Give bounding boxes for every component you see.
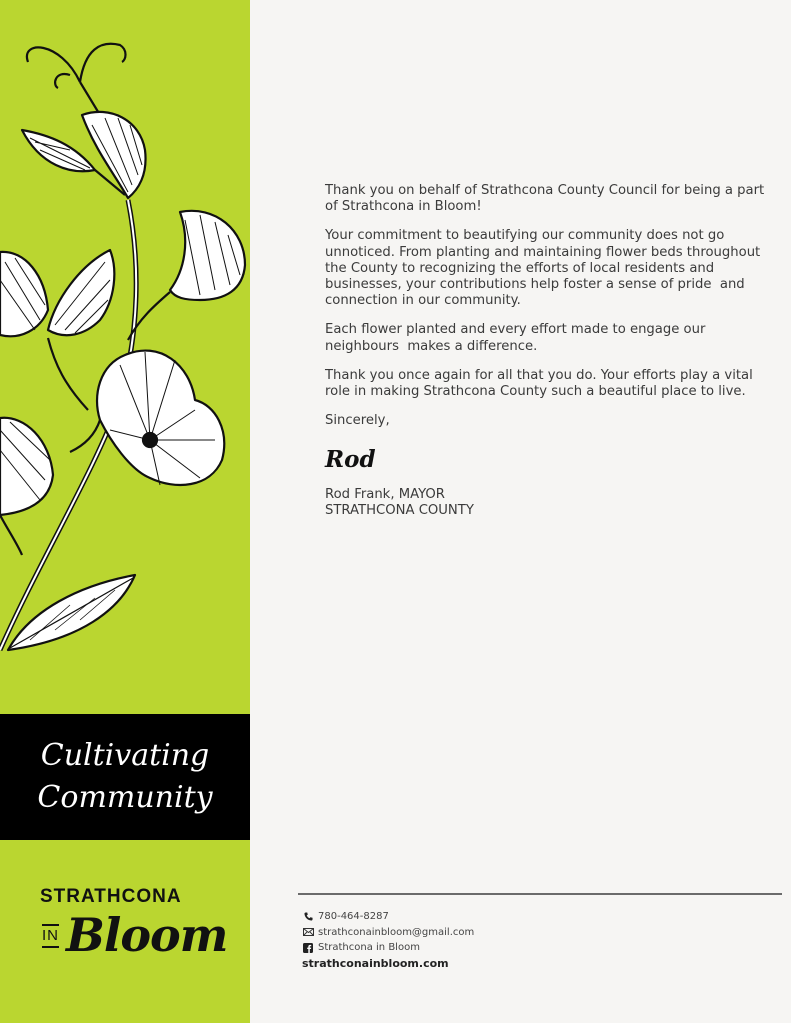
email-address: strathconainbloom@gmail.com bbox=[318, 926, 475, 938]
phone-number: 780-464-8287 bbox=[318, 911, 389, 923]
flower-lower-left bbox=[0, 418, 53, 515]
logo-bloom: Bloom bbox=[66, 908, 228, 962]
letter-closing: Sincerely, bbox=[325, 413, 390, 429]
contact-email[interactable] bbox=[302, 925, 474, 941]
sweet-pea-illustration bbox=[0, 0, 250, 712]
facebook-page: Strathcona in Bloom bbox=[318, 942, 420, 954]
envelope-icon bbox=[302, 928, 314, 936]
contact-info bbox=[302, 909, 474, 970]
footer-divider bbox=[298, 893, 782, 895]
facebook-icon bbox=[302, 943, 314, 953]
logo-in: IN bbox=[42, 924, 59, 948]
letter-body bbox=[325, 183, 769, 519]
letter-paragraph: Thank you on behalf of Strathcona County Council for being a part of Strathcona in Bloom! bbox=[325, 183, 769, 215]
letter-paragraph: Thank you once again for all that you do. Your efforts play a vital role in making Strathcona County such a beautiful place to live. bbox=[325, 367, 757, 400]
phone-icon bbox=[302, 912, 314, 921]
tagline-banner bbox=[0, 714, 250, 840]
flower-center bbox=[97, 351, 224, 485]
strathcona-in-bloom-logo bbox=[40, 886, 240, 976]
signature: Rod bbox=[325, 446, 376, 474]
sidebar bbox=[0, 0, 250, 1023]
tagline-line-2: Community bbox=[37, 780, 213, 815]
logo-strathcona: STRATHCONA bbox=[40, 886, 182, 907]
website-link[interactable]: strathconainbloom.com bbox=[302, 956, 449, 970]
letter-paragraph: Each flower planted and every effort made to engage our neighbours makes a difference. bbox=[325, 322, 710, 354]
letter-paragraph: Your commitment to beautifying our community does not go unnoticed. From planting and maintaining flower beds throughout the County to recognizing the efforts of local residents and businesses, your contributions help foster a sense of pride and connection in our community. bbox=[325, 228, 765, 309]
signer-organization: STRATHCONA COUNTY bbox=[325, 503, 474, 519]
contact-facebook[interactable] bbox=[302, 940, 474, 956]
contact-phone[interactable] bbox=[302, 909, 474, 925]
signer-name: Rod Frank, MAYOR bbox=[325, 487, 445, 503]
tagline-line-1: Cultivating bbox=[40, 738, 210, 773]
